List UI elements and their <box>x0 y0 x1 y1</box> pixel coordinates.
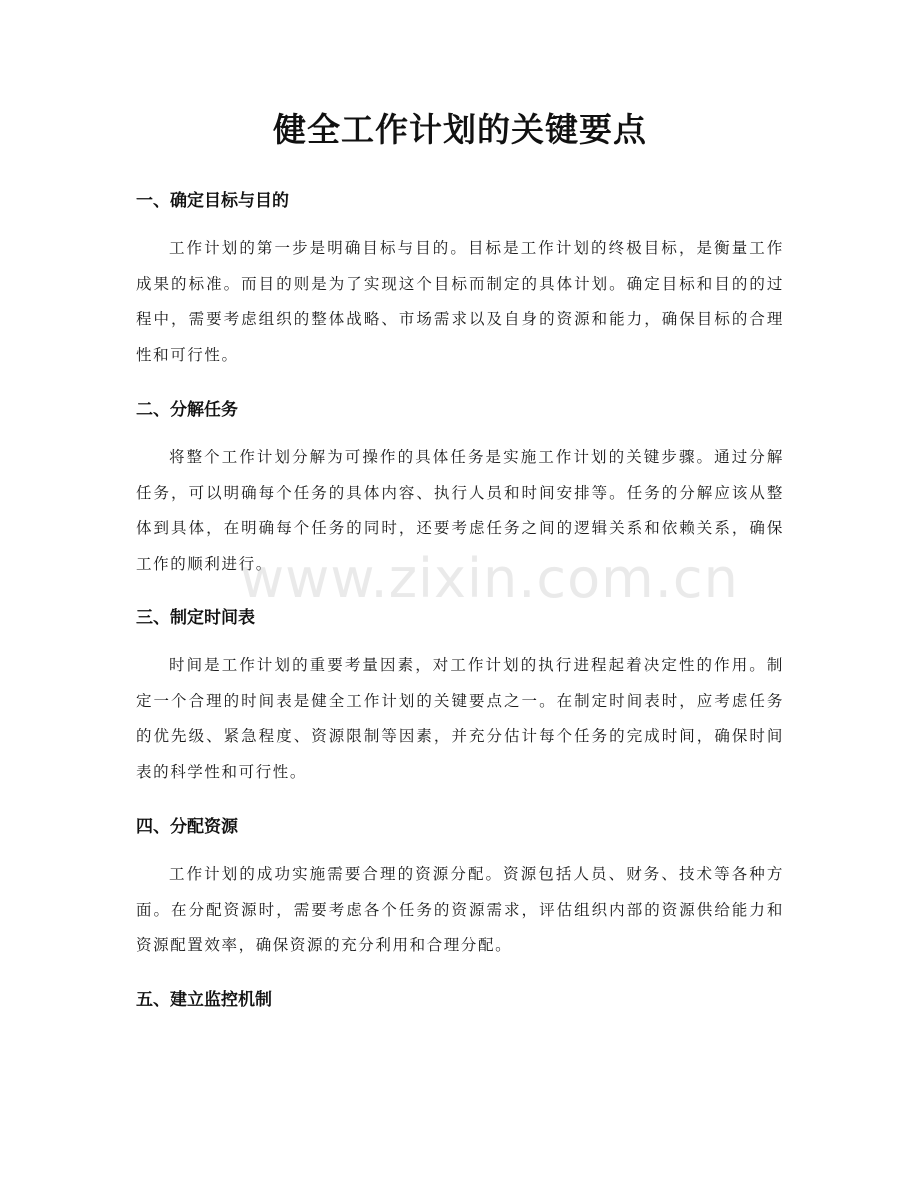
page-title: 健全工作计划的关键要点 <box>273 110 647 149</box>
section-body-2: 将整个工作计划分解为可操作的具体任务是实施工作计划的关键步骤。通过分解任务，可以明确每个任务的具体内容、执行人员和时间安排等。任务的分解应该从整体到具体，在明确每个任务的同时，还要考虑任务之间的逻辑关系和依赖关系，确保工作的顺利进行。 <box>136 448 784 573</box>
section-heading-2: 二、分解任务 <box>136 400 238 420</box>
section-heading-1: 一、确定目标与目的 <box>136 191 289 211</box>
section-body-1: 工作计划的第一步是明确目标与目的。目标是工作计划的终极目标，是衡量工作成果的标准。而目的则是为了实现这个目标而制定的具体计划。确定目标和目的的过程中，需要考虑组织的整体战略、市场需求以及自身的资源和能力，确保目标的合理性和可行性。 <box>136 239 784 364</box>
watermark: www.zixin.com.cn <box>240 547 739 610</box>
section-heading-4: 四、分配资源 <box>136 817 238 837</box>
section-body-4: 工作计划的成功实施需要合理的资源分配。资源包括人员、财务、技术等各种方面。在分配资源时，需要考虑各个任务的资源需求，评估组织内部的资源供给能力和资源配置效率，确保资源的充分利用和合理分配。 <box>136 865 784 954</box>
section-body-3: 时间是工作计划的重要考量因素，对工作计划的执行进程起着决定性的作用。制定一个合理的时间表是健全工作计划的关键要点之一。在制定时间表时，应考虑任务的优先级、紧急程度、资源限制等因素，并充分估计每个任务的完成时间，确保时间表的科学性和可行性。 <box>136 656 784 781</box>
section-heading-3: 三、制定时间表 <box>136 608 255 628</box>
section-heading-5: 五、建立监控机制 <box>136 990 272 1010</box>
